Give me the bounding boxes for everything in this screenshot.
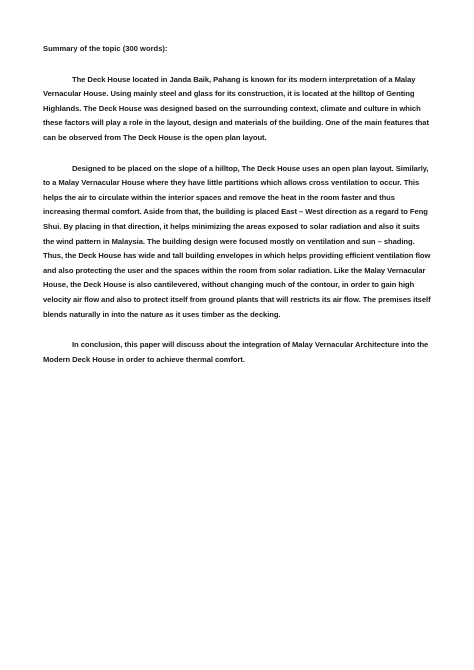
summary-heading: Summary of the topic (300 words):	[43, 44, 168, 53]
document-body	[43, 42, 433, 383]
paragraph-introduction: The Deck House located in Janda Baik, Pahang is known for its modern interpretation of a Malay Vernacular House. Using mainly steel and glass for its construction, it is located at the hilltop of Genting Highlands. The Deck House was designed based on the surrounding context, climate and culture in which these factors will play a role in the layout, design and materials of the building. One of the main features that can be observed from The Deck House is the open plan layout.	[43, 74, 429, 142]
paragraph-design: Designed to be placed on the slope of a hilltop, The Deck House uses an open plan layout. Similarly, to a Malay Vernacular House where they have little partitions which allows cross ventilation to occur. This helps the air to circulate within the interior spaces and remove the heat in the room faster and thus increasing thermal comfort. Aside from that, the building is placed East – West direction as a regard to Feng Shui. By placing in that direction, it helps minimizing the areas exposed to solar radiation and also it suits the wind pattern in Malaysia. The building design were focused mostly on ventilation and sun – shading. Thus, the Deck House has wide and tall building envelopes in which helps providing efficient ventilation flow and also protecting the user and the spaces within the room from solar radiation. Like the Malay Vernacular House, the Deck House is also cantilevered, without changing much of the contour, in order to gain high velocity air flow and also to protect itself from ground plants that will restricts its air flow. The premises itself blends naturally in into the nature as it uses timber as the decking.	[43, 163, 431, 319]
paragraph-conclusion: In conclusion, this paper will discuss about the integration of Malay Vernacular Architecture into the Modern Deck House in order to achieve thermal comfort.	[43, 340, 429, 364]
